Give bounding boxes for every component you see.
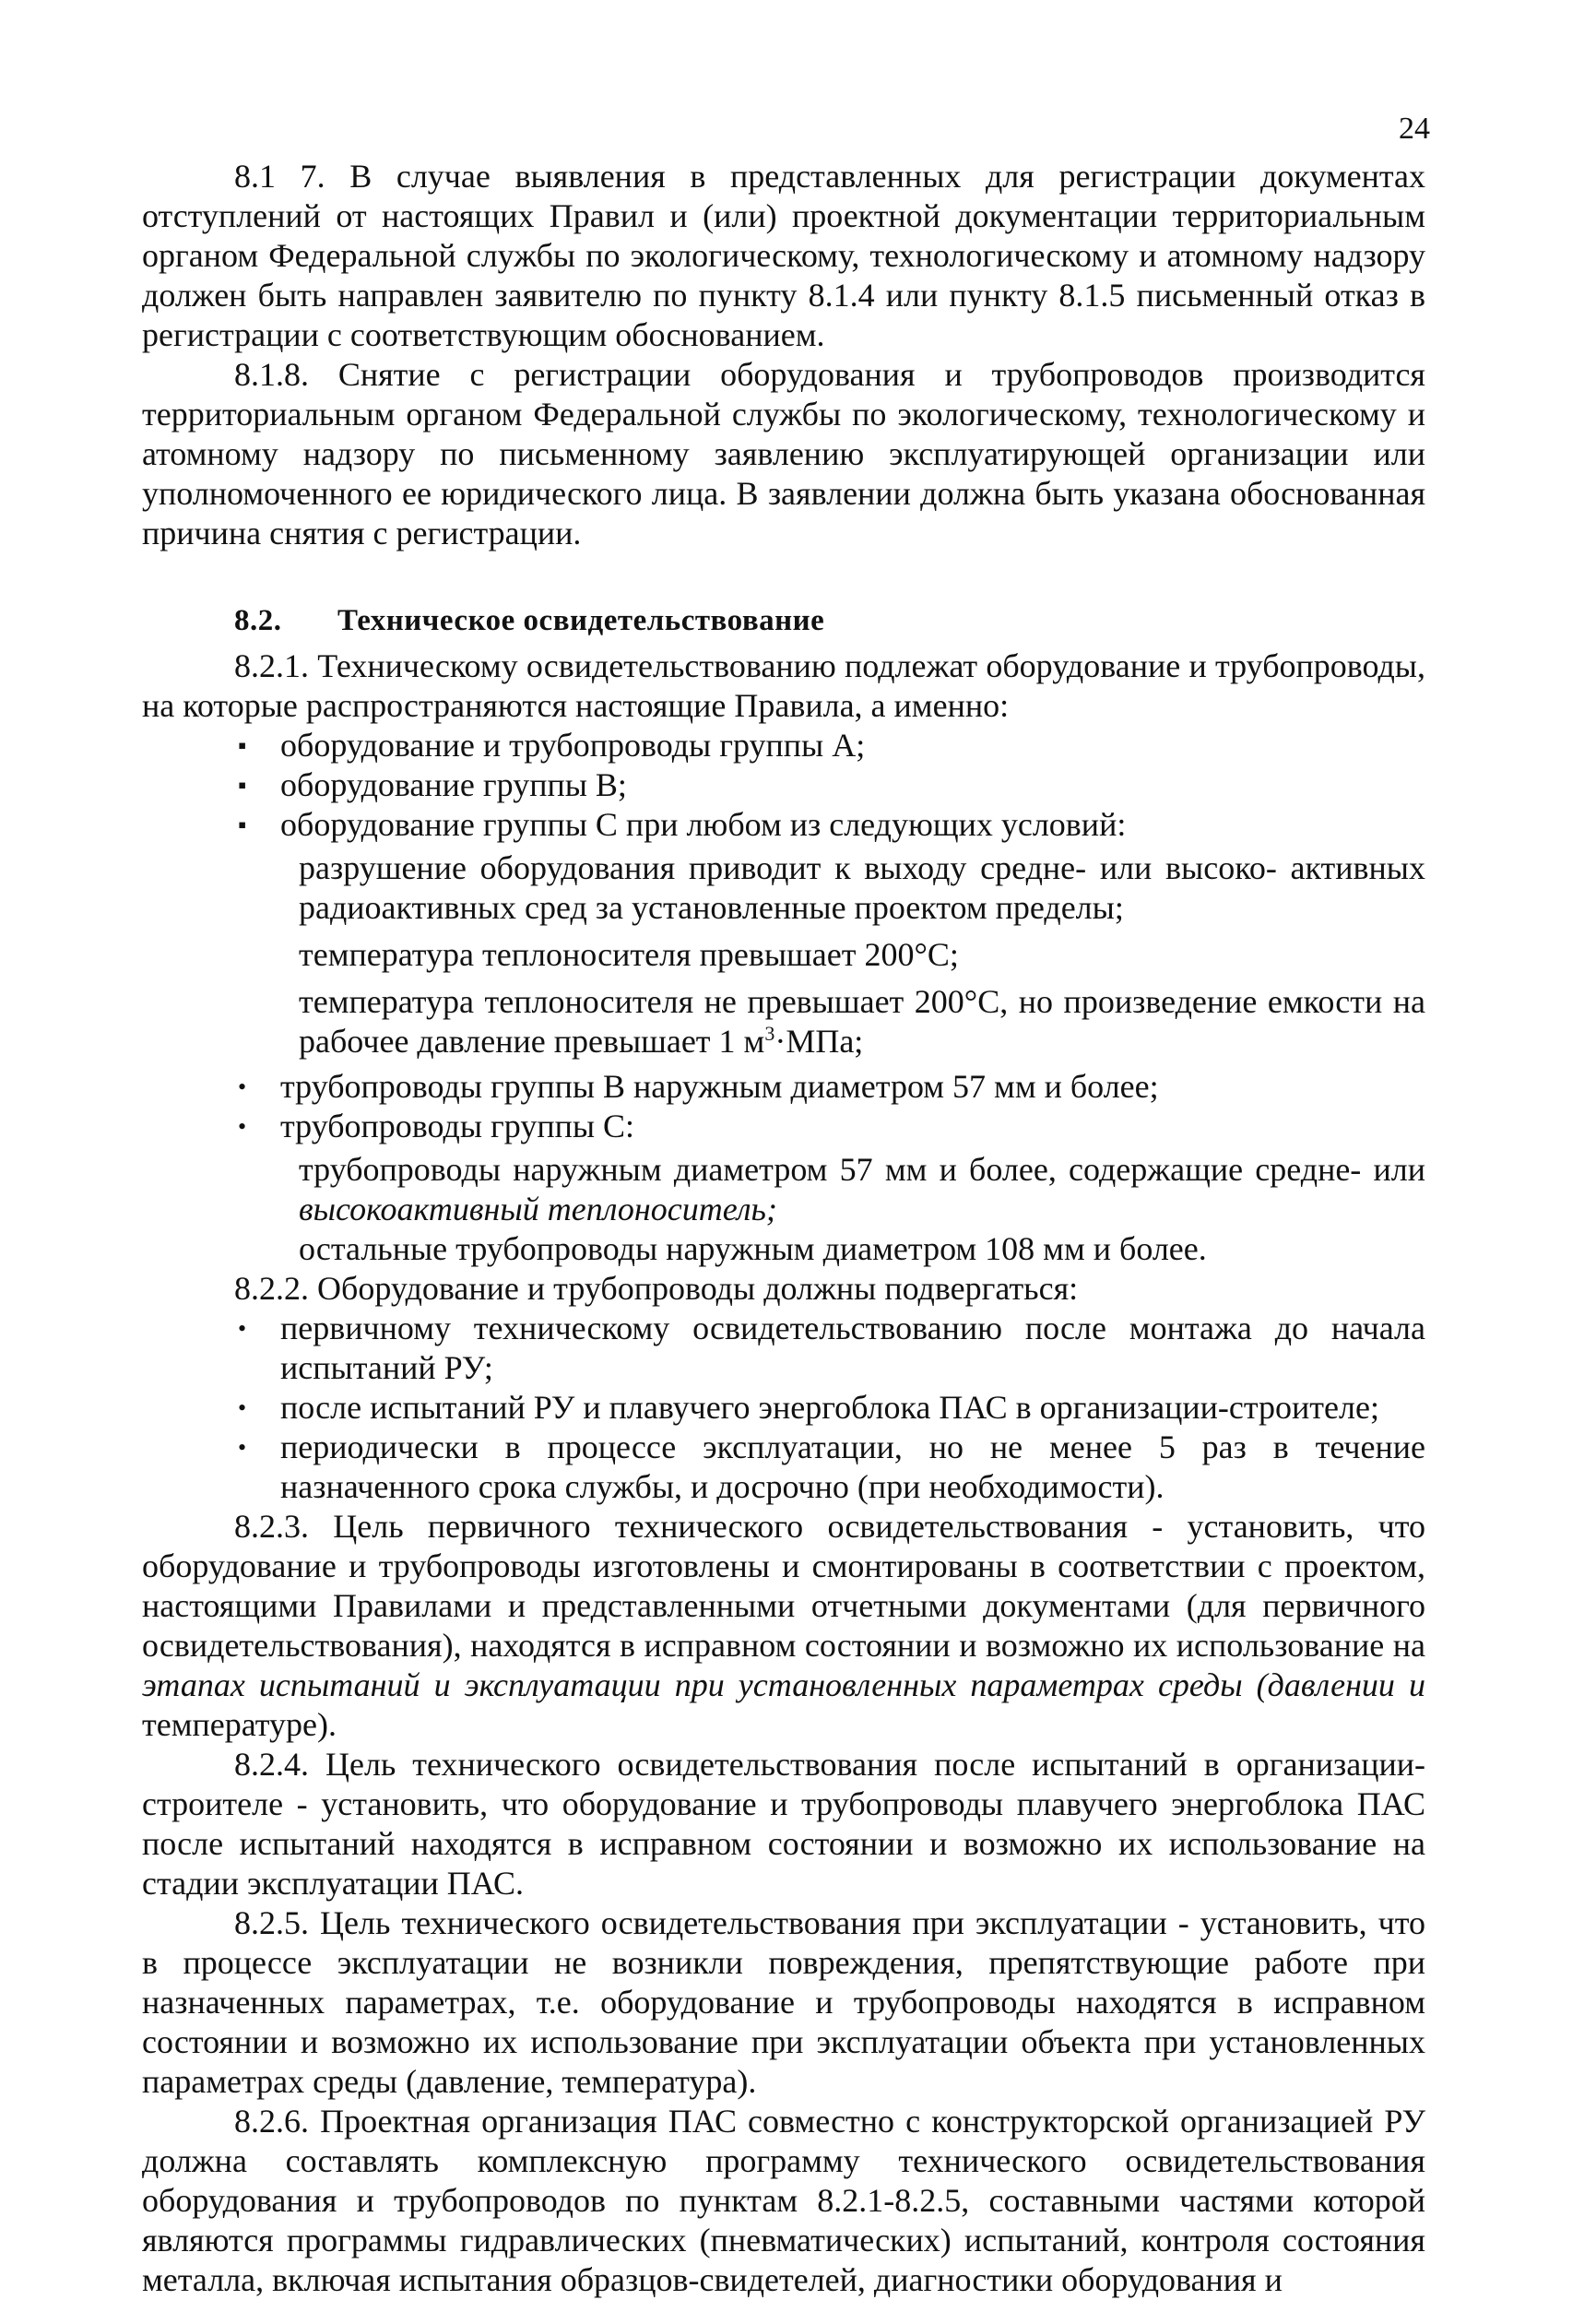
section-title: Техническое освидетельствование [337, 604, 825, 637]
square-bullet-icon: ▪ [238, 772, 247, 799]
equipment-list [142, 726, 1425, 845]
paragraph-8-1-8: 8.1.8. Снятие с регистрации оборудования и трубопроводов производится территориальным органом Федеральной службы по экологическому, технологическому и атомному надзору по письменному заявлению эксплуатирующей организации или уполномоченного ее юридического лица. В заявлении должна быть указана обоснованная причина снятия с регистрации. [142, 356, 1425, 551]
group-c-condition: температура теплоносителя не превышает 200°С, но произведение емкости на рабочее давление превышает 1 $м^3\cdot МПа$; [299, 983, 1425, 1060]
paragraph-8-2-2: 8.2.2. Оборудование и трубопроводы должны подвергаться: [234, 1270, 1079, 1307]
pipes-c-condition: остальные трубопроводы наружным диаметром 108 мм и более. [299, 1230, 1207, 1267]
square-bullet-icon: ▪ [238, 812, 247, 838]
list-item: ▪ оборудование группы С при любом из следующих условий: [238, 806, 1127, 843]
paragraph-8-2-5: 8.2.5. Цель технического освидетельствования при эксплуатации - установить, что в процессе эксплуатации не возникли повреждения, препятствующие работе при назначенных параметрах, т.е. оборудование и трубопроводы находятся в исправном состоянии и возможно их использование при эксплуатации объекта при установленных параметрах среды (давление, температура). [142, 1904, 1425, 2100]
paragraph-8-2-3: 8.2.3. Цель первичного технического освидетельствования - установить, что оборудование и трубопроводы изготовлены и смонтированы в соответствии с проектом, настоящими Правилами и представленными отчетными документами (для первичного освидетельствования), находятся в исправном состоянии и возможно их использование на этапах испытаний и эксплуатации при установленных параметрах среды (давлении и температуре). [142, 1508, 1425, 1743]
list-item: • после испытаний РУ и плавучего энергоблока ПАС в организации-строителе; [238, 1389, 1379, 1426]
list-item: • трубопроводы группы С: [238, 1108, 635, 1144]
dot-bullet-icon: • [238, 1394, 247, 1421]
pipeline-list [142, 1067, 1425, 1146]
list-item: ▪ оборудование группы В; [238, 766, 627, 803]
dot-bullet-icon: • [238, 1434, 247, 1461]
list-item: ▪ оборудование и трубопроводы группы А; [238, 727, 866, 764]
dot-bullet-icon: • [238, 1315, 247, 1342]
inspection-stage-list [142, 1309, 1425, 1507]
dot-bullet-icon: • [238, 1073, 247, 1100]
pipes-c-condition: трубопроводы наружным диаметром 57 мм и более, содержащие средне- или высокоактивный теплоноситель; [299, 1151, 1425, 1227]
paragraph-8-2-1: 8.2.1. Техническому освидетельствованию подлежат оборудование и трубопроводы, на которые распространяются настоящие Правила, а именно: [142, 647, 1425, 724]
list-item: • периодически в процессе эксплуатации, но не менее 5 раз в течение назначенного срока службы, и досрочно (при необходимости). [238, 1429, 1425, 1505]
group-c-condition: температура теплоносителя превышает 200°С; [299, 936, 959, 973]
list-item: • первичному техническому освидетельствованию после монтажа до начала испытаний РУ; [238, 1310, 1425, 1386]
list-item: • трубопроводы группы В наружным диаметром 57 мм и более; [238, 1068, 1159, 1105]
section-spacer [142, 553, 1425, 601]
group-c-condition: разрушение оборудования приводит к выходу средне- или высоко- активных радиоактивных сред за установленные проектом пределы; [299, 849, 1425, 926]
section-number: 8.2. [234, 604, 282, 637]
paragraph-8-2-6: 8.2.6. Проектная организация ПАС совместно с конструкторской организацией РУ должна составлять комплексную программу технического освидетельствования оборудования и трубопроводов по пунктам 8.2.1-8.2.5, составными частями которой являются программы гидравлических (пневматических) испытаний, контроля состояния металла, включая испытания образцов-свидетелей, диагностики оборудования и [142, 2103, 1425, 2298]
page-number: 24 [1399, 112, 1430, 146]
page-content [142, 157, 1425, 2300]
section-heading [234, 601, 1425, 641]
paragraph-8-2-4: 8.2.4. Цель технического освидетельствования после испытаний в организации-строителе - установить, что оборудование и трубопроводы плавучего энергоблока ПАС после испытаний находятся в исправном состоянии и возможно их использование на стадии эксплуатации ПАС. [142, 1746, 1425, 1902]
square-bullet-icon: ▪ [238, 732, 247, 759]
dot-bullet-icon: • [238, 1113, 247, 1140]
paragraph-8-1-7: 8.1 7. В случае выявления в представленных для регистрации документах отступлений от настоящих Правил и (или) проектной документации территориальным органом Федеральной службы по экологическому, технологическому и атомному надзору должен быть направлен заявителю по пункту 8.1.4 или пункту 8.1.5 письменный отказ в регистрации с соответствующим обоснованием. [142, 158, 1425, 353]
